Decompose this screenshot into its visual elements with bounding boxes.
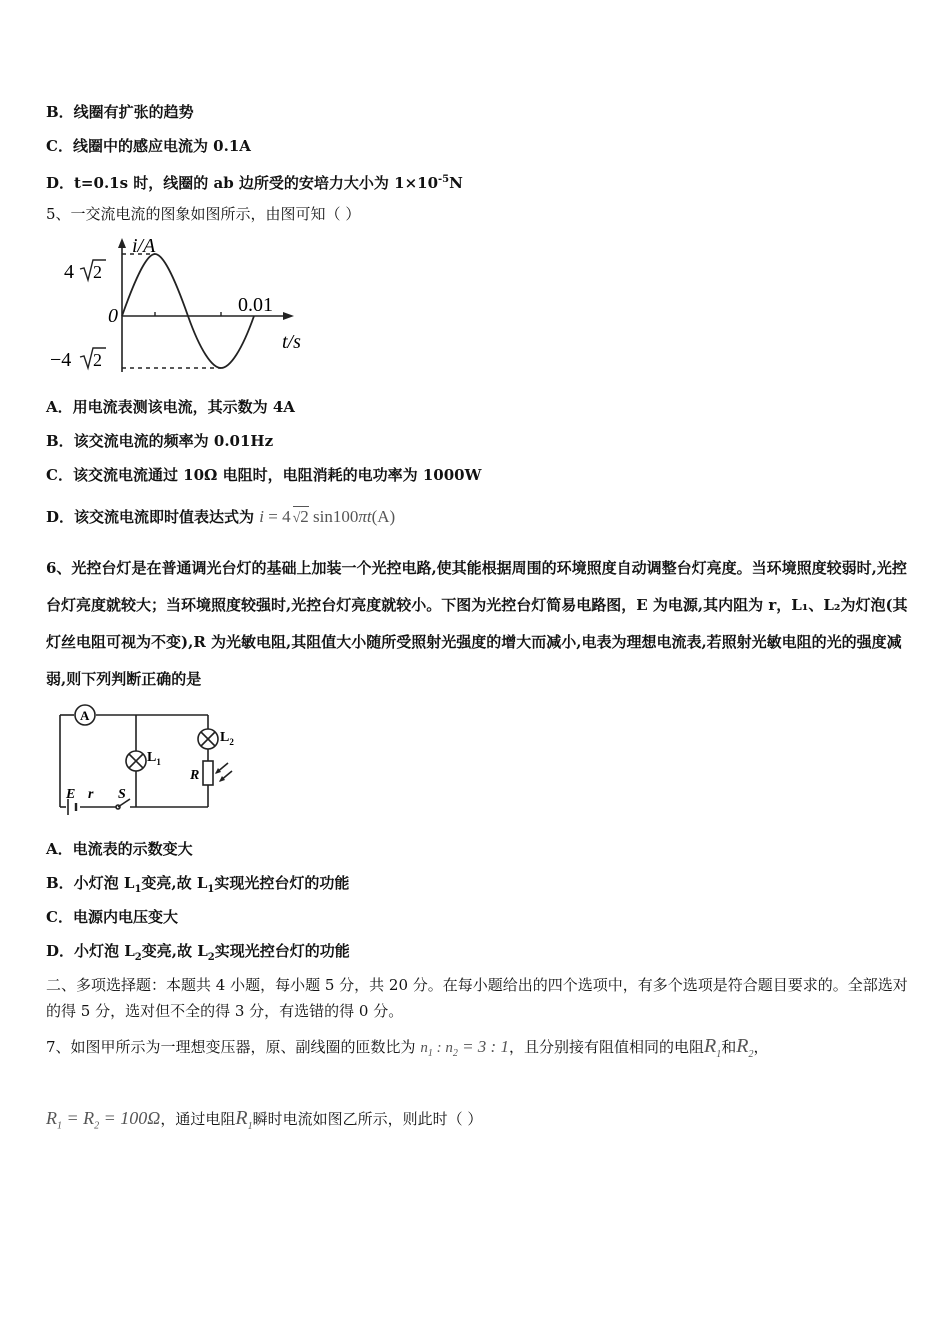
q7-line2-text: ，通过电阻 [160,1110,236,1128]
q4-option-c: C．线圈中的感应电流为 0.1A [46,137,251,155]
r1-ref [235,1107,253,1132]
r1 [703,1035,722,1060]
q4-option-d [46,170,463,193]
l1-sub: 1 [156,757,161,767]
formula-unit: (A) [371,507,396,526]
r1-ref-letter: R [235,1107,248,1129]
q7-text: 7、如图甲所示为一理想变压器，原、副线圈的匝数比为 [46,1038,416,1056]
formula-eq: = 4 [263,507,291,526]
eq-sign: = [62,1108,84,1128]
q7-stem-line1 [46,1036,768,1065]
q6-option-b-sub: 1 [207,884,215,895]
q5-stem: 5、一交流电流的图象如图所示，由图可知（ ） [46,205,361,223]
q5-option-d-text: D．该交流电流即时值表达式为 [46,508,255,526]
l1-label [147,750,161,767]
q7-stem-line2 [46,1108,482,1137]
r1-ref-sub: 1 [247,1121,253,1132]
q7-mid: ，且分别接有阻值相同的电阻 [508,1038,704,1056]
q6-option-d-mid: 变亮,故 L [141,942,208,960]
y-axis-arrow-icon [118,238,126,248]
x-tick-label: 0.01 [238,294,273,316]
y-neg-tick-sqrt-arg: 2 [93,350,102,370]
q6-option-d-sub: 2 [134,952,142,963]
r1-letter: R [703,1035,717,1057]
eq-value: = 100Ω [99,1108,161,1128]
q6-option-b-mid: 变亮,故 L [141,874,208,892]
colon: : [432,1040,446,1056]
q6-option-d-sub: 2 [207,952,215,963]
r2-letter: R [736,1035,749,1057]
q5-option-a: A．用电流表测该电流，其示数为 4A [46,398,295,416]
formula-sin: sin100 [308,507,359,526]
x-axis-label: t/s [282,331,301,353]
n1-sub: 1 [427,1048,433,1059]
formula-sqrt: √2 [292,507,309,526]
l2-label [220,730,234,747]
q6-option-d [46,941,350,968]
q5-option-d [46,507,395,529]
q6-circuit-diagram [50,703,250,818]
eq-r1: R [46,1108,57,1128]
q4-option-b: B．线圈有扩张的趋势 [46,103,194,121]
q6-option-a: A．电流表的示数变大 [46,840,193,858]
q6-option-b-text: B．小灯泡 L [46,874,135,892]
eq-r1-sub: 1 [57,1120,62,1132]
y-axis-label: i/A [132,235,156,257]
q6-option-c: C．电源内电压变大 [46,908,178,926]
q7-ratio [420,1037,509,1059]
l2-letter: L [220,730,230,745]
n1: n [420,1040,428,1056]
formula-pit: πt [358,507,372,526]
q6-stem: 6、光控台灯是在普通调光台灯的基础上加装一个光控电路,使其能根据周围的环境照度自动调整台灯亮度。当环境照度较弱时,光控台灯亮度就较大；当环境照度较强时,光控台灯亮度就较小。下图为光控台灯简易电路图，E 为电源,其内阻为 r，L₁、L₂为灯泡(其灯丝电阻可视为不变),R 为光敏电阻,其阻值大小随所受照射光强度的增大而减小,电表为理想电流表,若照射光敏电阻的光的强度减弱,则下列判断正确的是 [46,559,908,688]
q5-option-c: C．该交流电流通过 10Ω 电阻时，电阻消耗的电功率为 1000W [46,466,482,484]
formula-i: i [259,507,264,526]
q7-and: 和 [721,1038,737,1056]
eq-r2-sub: 2 [94,1120,100,1132]
q7-end: ， [753,1038,769,1056]
q6-option-d-post: 实现光控台灯的功能 [214,942,350,960]
q4-option-d-text: D．t=0.1s 时，线圈的 ab 边所受的安培力大小为 1×10 [46,174,439,192]
q6-option-d-text: D．小灯泡 L [46,942,135,960]
q4-option-d-unit: N [449,174,463,192]
r-label: R [190,768,200,783]
n2: n [445,1040,453,1056]
ammeter-label: A [80,708,90,723]
l1-letter: L [147,750,157,765]
n2-sub: 2 [452,1048,458,1059]
ratio-value: = 3 : 1 [457,1037,509,1056]
sine-curve [122,254,254,368]
r-internal-label: r [88,787,94,802]
r1-sub: 1 [716,1049,722,1060]
eq-r2: R [83,1108,95,1128]
l2-sub: 2 [229,737,234,747]
y-pos-tick-value: 4 [64,261,74,283]
q6-option-b [46,873,349,900]
x-axis-arrow-icon [283,312,294,320]
q6-option-b-sub: 1 [134,884,142,895]
y-pos-tick-sqrt-arg: 2 [93,262,102,282]
q4-option-d-exponent: -5 [438,174,450,185]
q7-line2-post: 瞬时电流如图乙所示，则此时（ ） [252,1110,483,1128]
q5-ac-current-graph [46,232,316,382]
section2-instructions: 二、多项选择题：本题共 4 小题，每小题 5 分，共 20 分。在每小题给出的四个选项中，有多个选项是符合题目要求的。全部选对的得 5 分，选对但不全的得 3 分，有选错的得 0 分。 [46,976,908,1020]
origin-label: 0 [108,305,118,327]
y-neg-tick-value: −4 [50,349,72,371]
formula-sqrt-arg: 2 [300,507,309,526]
q6-option-b-post: 实现光控台灯的功能 [214,874,350,892]
r-equation [46,1108,161,1132]
q5-option-b: B．该交流电流的频率为 0.01Hz [46,432,274,450]
r2 [736,1035,754,1060]
q5-formula [259,507,395,527]
s-label: S [118,787,126,802]
r2-sub: 2 [748,1049,754,1060]
e-label: E [66,787,76,802]
photoresistor-icon [203,761,213,785]
